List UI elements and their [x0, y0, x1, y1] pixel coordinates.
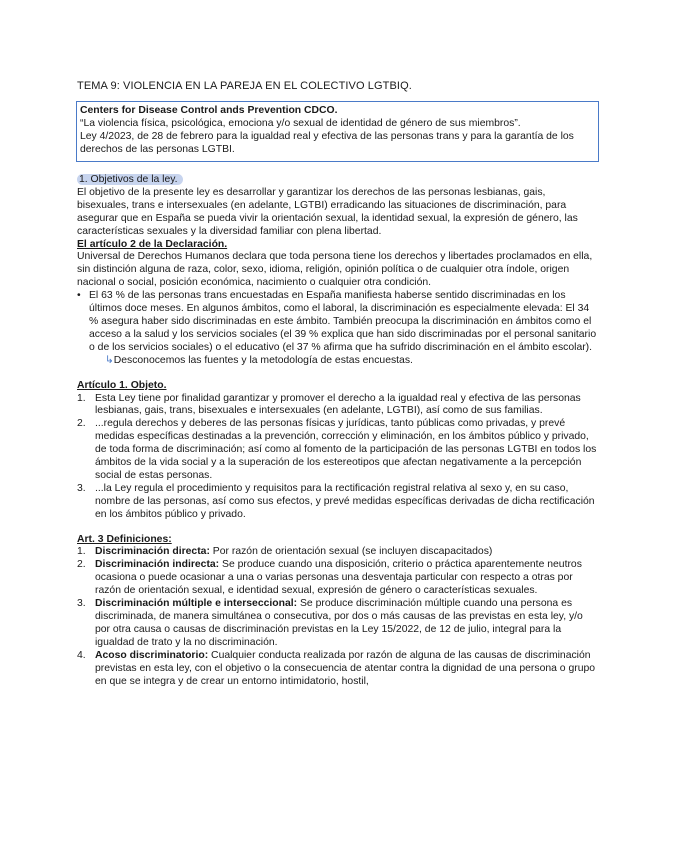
objetivo-paragraph: El objetivo de la presente ley es desarrollar y garantizar los derechos de las personas lesbianas, gais, bisexuales, trans e intersexuales (en adelante, LGTBI) erradicando las situaciones de discriminación, para asegurar que en España se pueda vivir la orientación sexual, la identidad sexual, la expresión de género, las características sexuales y la diversidad familiar con plena libertad.: [77, 186, 578, 237]
list-item: [77, 393, 599, 419]
article1-heading: Artículo 1. Objeto.: [77, 379, 167, 391]
item-text: Se produce cuando una disposición, criterio o práctica aparentemente neutros ocasiona o puede ocasionar a una o varias personas una desventaja particular con respecto a otras por razón de orientación sexual, e identidad sexual, expresión de género o características sexuales.: [95, 559, 582, 597]
article2-text: Universal de Derechos Humanos declara que toda persona tiene los derechos y libertades proclamados en ella, sin distinción alguna de raza, color, sexo, idioma, religión, opinión política o de cualquier otra índole, origen nacional o social, posición económica, nacimiento o cualquier otra condición.: [77, 251, 593, 289]
item-text: ...la Ley regula el procedimiento y requisitos para la rectificación registral relativa al sexo y, en su caso, nombre de las personas, así como sus efectos, y prevé medidas específicas derivadas de dicha rectificación en los ámbitos público y privado.: [95, 482, 595, 520]
item-number: 3.: [77, 598, 86, 610]
article1-list: [77, 393, 599, 522]
list-item: [77, 483, 599, 522]
item-number: 3.: [77, 482, 86, 494]
item-term: Discriminación múltiple e interseccional:: [95, 598, 298, 610]
item-number: 1.: [77, 392, 86, 404]
article3-list: [77, 546, 599, 688]
item-number: 4.: [77, 649, 86, 661]
list-item: [77, 559, 599, 598]
item-term: Discriminación indirecta:: [95, 559, 220, 571]
list-item: [77, 598, 599, 650]
box-heading: Centers for Disease Control ands Prevention CDCO.: [80, 105, 338, 116]
item-term: Discriminación directa:: [95, 546, 210, 558]
bullet-marker: •: [77, 290, 81, 302]
arrow-icon: ↳: [105, 354, 114, 366]
list-item: [77, 650, 599, 689]
stats-bullet: [77, 290, 599, 355]
box-law: Ley 4/2023, de 28 de febrero para la igualdad real y efectiva de las personas trans y para la garantía de los derechos de las personas LGTBI.: [80, 130, 574, 155]
article3-heading: Art. 3 Definiciones:: [77, 533, 172, 545]
item-text: Por razón de orientación sexual (se incluyen discapacitados): [209, 546, 493, 558]
item-text: Se produce discriminación múltiple cuando una persona es discriminada, de manera simultánea o consecutiva, por dos o más causas de las previstas en esta ley, y/o por otra causa o causas de discriminación previstas en la Ley 15/2022, de 12 de julio, integral para la igualdad de trato y la no discriminación.: [95, 598, 583, 648]
arrow-note-text: Desconocemos las fuentes y la metodología de estas encuestas.: [113, 354, 413, 366]
item-number: 2.: [77, 418, 86, 430]
section-heading: 1. Objetivos de la ley.: [77, 174, 183, 185]
bullet-text: El 63 % de las personas trans encuestadas en España manifiesta haberse sentido discriminadas en los últimos doce meses. En algunos ámbitos, como el laboral, la discriminación es especialmente elevada: El 34 % asegura haber sido discriminadas en este ámbito. También preocupa la discriminación en ámbitos como el acceso a la salud y los servicios sociales (el 39 % explica que han sido discriminadas por el personal sanitario o de los servicios sociales) o el educativo (el 37 % afirma que ha sufrido discriminación en el ámbito escolar).: [89, 290, 597, 353]
arrow-note: [77, 355, 599, 368]
list-item: [77, 418, 599, 483]
list-item: [77, 546, 599, 559]
item-text: Cualquier conducta realizada por razón de alguna de las causas de discriminación previstas en esta ley, con el objetivo o la consecuencia de atentar contra la dignidad de una persona o grupo en que se integra y de crear un entorno intimidatorio, hostil,: [95, 649, 596, 687]
item-text: ...regula derechos y deberes de las personas físicas y jurídicas, tanto públicas como privadas, y prevé medidas específicas destinadas a la prevención, corrección y eliminación, en los ámbitos público y privado, de toda forma de discriminación; así como al fomento de la participación de las personas LGTBI en todos los ámbitos de la vida social y a la superación de los estereotipos que afectan negativamente a la percepción social de estas personas.: [95, 418, 597, 481]
article2-heading: El artículo 2 de la Declaración.: [77, 238, 228, 250]
item-number: 1.: [77, 546, 86, 558]
item-text: Esta Ley tiene por finalidad garantizar y promover el derecho a la igualdad real y efectiva de las personas lesbianas, gais, trans, bisexuales e intersexuales (en adelante, LGTBI), así como de sus familias.: [95, 392, 581, 417]
section-objetivos: [77, 174, 599, 688]
item-term: Acoso discriminatorio:: [95, 649, 209, 661]
page-title: TEMA 9: VIOLENCIA EN LA PAREJA EN EL COLECTIVO LGTBIQ.: [77, 80, 412, 92]
item-number: 2.: [77, 559, 86, 571]
box-quote: “La violencia física, psicológica, emociona y/o sexual de identidad de género de sus miembros”.: [80, 117, 521, 129]
definition-box: [76, 101, 599, 162]
